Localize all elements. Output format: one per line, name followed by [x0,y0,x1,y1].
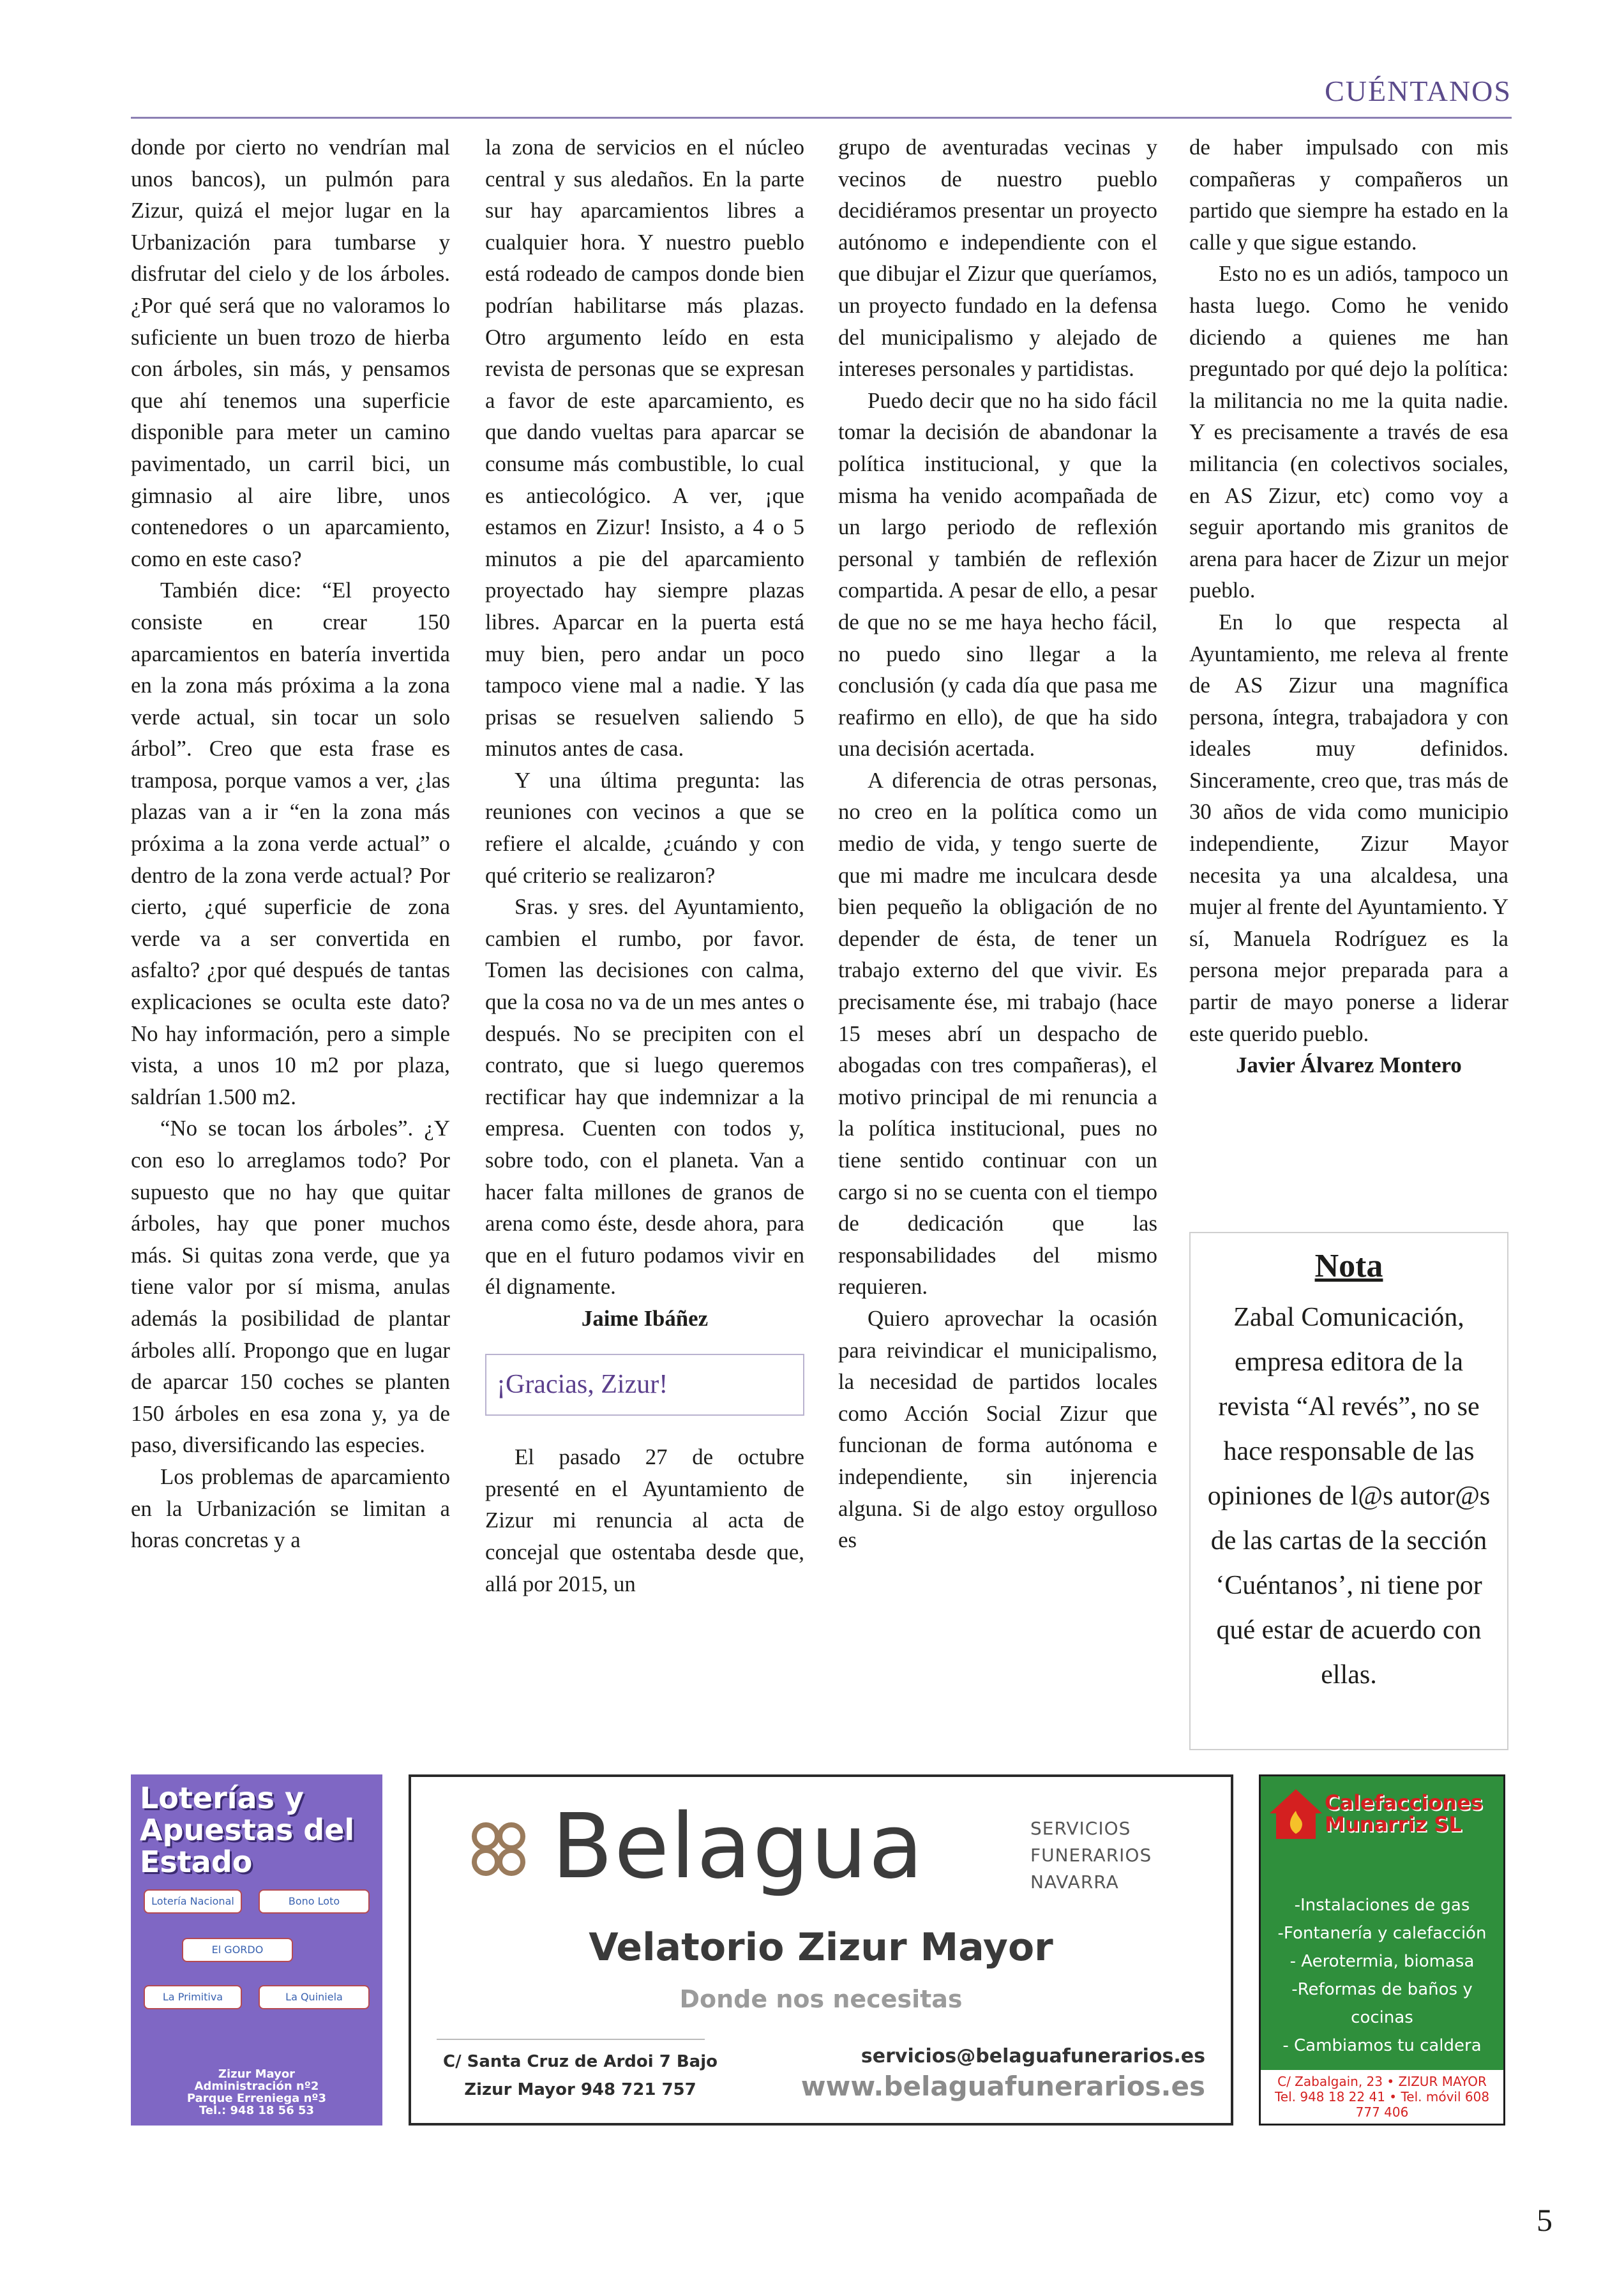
name-line: Calefacciones [1325,1790,1483,1815]
column-4 [1189,131,1508,1081]
name-line: Munarriz SL [1325,1812,1462,1836]
note-body: Zabal Comunicación, empresa editora de la revista “Al revés”, no se hace responsable de las opiniones de l@s autor@s de las cartas de la sección ‘Cuéntanos’, ni tiene por qué estar de acuerdo con ellas. [1207,1303,1491,1690]
belagua-logo-icon [463,1814,534,1884]
column-2 [485,131,804,1600]
service-item: - Cambiamos tu caldera [1282,2036,1482,2055]
calefacciones-name [1325,1792,1483,1835]
paragraph: “No se tocan los árboles”. ¿Y con eso lo arreglamos todo? Por supuesto que no hay que quitar árboles, hay que poner muchos más. Si quitas zona verde, que ya tiene valor por sí misma, anulas además la posibilidad de plantar árboles allí. Propongo que en lugar de aparcar 150 coches se planten 150 árboles en esa zona y, ya de paso, diversificando las especies. [131,1116,450,1458]
paragraph: El pasado 27 de octubre presenté en el Ayuntamiento de Zizur mi renuncia al acta de concejal que ostentaba desde que, allá por 2015, un [485,1444,804,1596]
address-line: Zizur Mayor [218,2067,296,2081]
paragraph: grupo de aventuradas vecinas y vecinos de nuestro pueblo decidiéramos presentar un proyecto autónomo e independiente con el que dibujar el Zizur que queríamos, un proyecto fundado en la defensa del municipalismo y alejado de intereses personales y partidistas. [838,135,1157,382]
section-title: CUÉNTANOS [1325,75,1512,107]
paragraph: Quiero aprovechar la ocasión para reivindicar el municipalismo, la necesidad de partidos locales como Acción Social Zizur que funcionan de forma autónoma e independiente, sin injerencia alguna. Si de algo estoy orgulloso es [838,1305,1157,1553]
column-3 [838,131,1157,1556]
city-phone: Zizur Mayor 948 721 757 [464,2080,696,2099]
belagua-subtitle [1030,1815,1152,1896]
belagua-brand: Belagua [552,1795,925,1899]
ad-belagua[interactable] [409,1774,1233,2126]
page-number: 5 [1537,2202,1553,2238]
address-line: Parque Erreniega nº3 [186,2092,327,2105]
divider [437,2039,705,2040]
paragraph: la zona de servicios en el núcleo central y sus aledaños. En la parte sur hay aparcamientos libres a cualquier hora. Y nuestro pueblo está rodeado de campos donde bien podrían habilitarse más plazas. Otro argumento leído en esta revista de personas que se expresan a favor de este aparcamiento, es que dando vueltas para aparcar se consume más combustible, lo cual es antiecológico. A ver, ¡que estamos en Zizur! Insisto, a 4 o 5 minutos a pie del aparcamiento proyectado hay siempre plazas libres. Aparcar en la puerta está muy bien, pero andar un poco tampoco viene mal a nadie. Y las prisas se resuelven saliendo 5 minutos antes de casa. [485,135,804,761]
la-primitiva-logo: La Primitiva [144,1985,242,2009]
address-line: Administración nº2 [194,2080,319,2093]
service-item: -Reformas de baños y cocinas [1291,1980,1473,2027]
ad-loterias[interactable] [131,1774,382,2126]
service-item: - Aerotermia, biomasa [1289,1952,1475,1971]
el-gordo-logo: El GORDO [182,1938,293,1962]
belagua-address [443,2048,718,2104]
belagua-tagline: Donde nos necesitas [679,1985,963,2013]
editorial-note [1189,1232,1508,1750]
letter-title-box: ¡Gracias, Zizur! [485,1354,804,1416]
paragraph: Esto no es un adiós, tampoco un hasta luego. Como he venido diciendo a quienes me han preguntado por qué dejo la política: la militancia no me la quita nadie. Y es precisamente a través de esa militancia (en colectivos sociales, en AS Zizur, etc) como voy a seguir aportando mis granitos de arena para hacer de Zizur un mejor pueblo. [1189,261,1508,603]
belagua-email-link[interactable]: servicios@belaguafunerarios.es [861,2045,1205,2067]
note-title: Nota [1314,1248,1383,1284]
ad-loterias-title-line: Loterías y [140,1781,304,1815]
paragraph: Y una última pregunta: las reuniones con vecinos a que se refiere el alcalde, ¿cuándo y con qué criterio se realizaron? [485,767,804,888]
paragraph: de haber impulsado con mis compañeras y compañeros un partido que siempre ha estado en la calle y que sigue estando. [1189,135,1508,255]
author-signature: Jaime Ibáñez [581,1305,709,1331]
ad-loterias-address [131,2068,382,2117]
la-quiniela-logo: La Quiniela [259,1985,370,2009]
phone: Tel.: 948 18 56 53 [199,2104,315,2117]
service-item: -Instalaciones de gas [1294,1896,1470,1915]
ad-loterias-title-line: Apuestas del [140,1813,355,1847]
ad-calefacciones[interactable] [1259,1774,1505,2126]
address-line: C/ Santa Cruz de Ardoi 7 Bajo [443,2052,718,2071]
column-1 [131,131,450,1556]
header-rule [131,117,1512,119]
author-signature: Javier Álvarez Montero [1236,1053,1462,1078]
calefacciones-services [1261,1891,1503,2060]
calefacciones-contact [1261,2070,1503,2124]
paragraph: donde por cierto no vendrían mal unos bancos), un pulmón para Zizur, quizá el mejor lugar en la Urbanización para tumbarse y disfrutar del cielo y de los árboles. ¿Por qué será que no valoramos lo suficiente un buen trozo de hierba con árboles, sin más, y pensamos que ahí tenemos una superficie disponible para meter un camino pavimentado, un carril bici, un gimnasio al aire libre, unos contenedores o un aparcamiento, como en este caso? [131,135,450,571]
address-line: C/ Zabalgain, 23 • ZIZUR MAYOR [1277,2074,1487,2089]
ad-loterias-title-line: Estado [140,1845,253,1879]
paragraph: Sras. y sres. del Ayuntamiento, cambien el rumbo, por favor. Tomen las decisiones con calma, que la cosa no va de un mes antes o después. No se precipiten con el contrato, que si luego queremos rectificar hay que indemnizar a la empresa. Cuenten con todos y, sobre todo, con el planeta. Van a hacer falta millones de granos de arena como éste, desde ahora, para que en el futuro podamos vivir en él dignamente. [485,894,804,1300]
service-item: -Fontanería y calefacción [1277,1924,1487,1943]
loteria-nacional-logo: Lotería Nacional [144,1889,242,1914]
ad-loterias-title [131,1774,382,1878]
belagua-web-link[interactable]: www.belaguafunerarios.es [801,2071,1205,2102]
bonoloto-logo: Bono Loto [259,1889,370,1914]
subtitle-line: NAVARRA [1030,1871,1119,1893]
subtitle-line: FUNERARIOS [1030,1845,1152,1866]
paragraph: También dice: “El proyecto consiste en crear 150 aparcamientos en batería invertida en la zona más próxima a la zona verde actual, sin tocar un solo árbol”. Creo que esta frase es tramposa, porque vamos a ver, ¿las plazas van a ir “en la zona más próxima a la zona verde actual” o dentro de la zona verde actual? Por cierto, ¿qué superficie de zona verde va a ser convertida en asfalto? ¿por qué después de tantas explicaciones se oculta este dato? No hay información, pero a simple vista, a unos 10 m2 por plaza, saldrían 1.500 m2. [131,578,450,1109]
house-flame-icon [1267,1785,1325,1843]
subtitle-line: SERVICIOS [1030,1818,1131,1839]
paragraph: En lo que respecta al Ayuntamiento, me releva al frente de AS Zizur una magnífica persona, íntegra, trabajadora y con ideales muy definidos. Sinceramente, creo que, tras más de 30 años de vida como municipio independiente, Zizur Mayor necesita ya una alcaldesa, una mujer al frente del Ayuntamiento. Y sí, Manuela Rodríguez es la persona mejor preparada para a partir de mayo ponerse a liderar este querido pueblo. [1189,609,1508,1046]
belagua-headline: Velatorio Zizur Mayor [589,1925,1053,1970]
paragraph: Puedo decir que no ha sido fácil tomar la decisión de abandonar la política institucional, y que la misma ha venido acompañada de un largo periodo de reflexión personal y también de reflexión compartida. A pesar de ello, a pesar de que no se me haya hecho fácil, no puedo sino llegar a la conclusión (y cada día que pasa me reafirmo en ello), de que ha sido una decisión acertada. [838,387,1157,761]
paragraph: Los problemas de aparcamiento en la Urbanización se limitan a horas concretas y a [131,1464,450,1553]
paragraph: A diferencia de otras personas, no creo en la política como un medio de vida, y tengo suerte de que mi madre me inculcara desde bien pequeño la obligación de no depender de ésta, de tener un trabajo externo del que vivir. Es precisamente ése, mi trabajo (hace 15 meses abrí un despacho de abogadas con tres compañeras), el motivo principal de mi renuncia a la política institucional, pues no tiene sentido continuar con un cargo si no se cuenta con el tiempo de dedicación que las responsabilidades del mismo requieren. [838,767,1157,1300]
phones: Tel. 948 18 22 41 • Tel. móvil 608 777 406 [1274,2089,1490,2120]
